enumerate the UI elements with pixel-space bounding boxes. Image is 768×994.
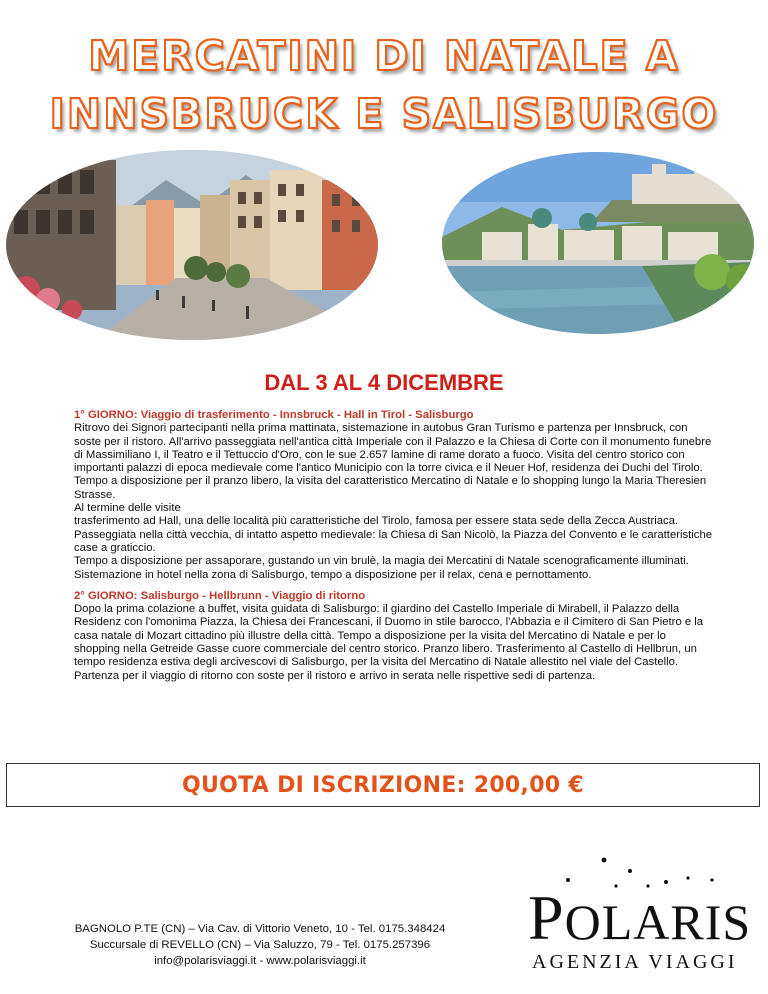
day-2-description	[74, 603, 714, 683]
contact-line-web[interactable]: info@polarisviaggi.it - www.polarisviaggi.it	[154, 955, 366, 967]
day-1-heading: 1° GIORNO: Viaggio di trasferimento - Innsbruck - Hall in Tirol - Salisburgo	[74, 409, 474, 421]
day-1-description	[74, 422, 714, 582]
day-2-heading: 2° GIORNO: Salisburgo - Hellbrunn - Viaggio di ritorno	[74, 589, 366, 602]
logo-wordmark	[528, 882, 752, 953]
price-text: QUOTA DI ISCRIZIONE: 200,00 €	[182, 772, 584, 798]
page-title-line-1: MERCATINI DI NATALE A	[88, 32, 680, 80]
travel-dates: DAL 3 AL 4 DICEMBRE	[264, 370, 504, 395]
polaris-logo	[518, 846, 758, 976]
price-box	[6, 763, 760, 807]
contact-line-branch: Succursale di REVELLO (CN) – Via Saluzzo, 79 - Tel. 0175.257396	[89, 939, 431, 951]
day-1-paragraph: Ritrovo dei Signori partecipanti nella prima mattinata, sistemazione in autobus Gran Turismo e partenza per Innsbruck, con soste per il ristoro. All'arrivo passeggiata nell'antica città Imperiale con il Palazzo e la Chiesa di Corte con il monumento funebre di Massimiliano I, il Teatro e il Tettuccio d'Oro, con le sue 2.657 lamine di rame dorato a fuoco. Visita del centro storico con importanti palazzi di epoca medievale come l'antico Municipio con la torre civica e il Neuer Hof, residenza dei Duchi del Tirolo. Tempo a disposizione per il pranzo libero, la visita del caratteristico Mercatino di Natale e lo shopping lungo la Maria Theresien Strasse.	[74, 422, 712, 501]
day-1-paragraph: Al termine delle visite	[74, 502, 181, 515]
itinerary	[74, 409, 714, 683]
logo-rest: OLARIS	[564, 894, 752, 950]
innsbruck-street-photo	[6, 150, 378, 340]
day-1-paragraph: trasferimento ad Hall, una delle località più caratteristiche del Tirolo, famosa per essere stata sede della Zecca Austriaca. Passeggiata nella città vecchia, di intatto aspetto medievale: la Chiesa di San Nicolò, la Piazza del Convento e le caratteristiche case a graticcio.	[74, 515, 713, 554]
day-2-paragraph: Dopo la prima colazione a buffet, visita guidata di Salisburgo: il giardino del Castello Imperiale di Mirabell, il Palazzo della Residenz con l'omonima Piazza, la Chiesa dei Francescani, il Duomo in stile barocco, l'Abbazia e il Cimitero di San Pietro e la casa natale di Mozart cittadino più illustre della città. Tempo a disposizione per la visita del Mercatino di Natale e per lo shopping nella Getreide Gasse cuore commerciale del centro storico. Pranzo libero. Trasferimento al Castello di Hellbrun, un tempo residenza estiva degli arcivescovi di Salisburgo, per la visita del Mercatino di Natale allestito nel viale del Castello. Partenza per il viaggio di ritorno con soste per il ristoro e arrivo in serata nelle rispettive sedi di partenza.	[74, 603, 704, 682]
salzburg-river-photo	[442, 152, 754, 334]
contact-line-main-office: BAGNOLO P.TE (CN) – Via Cav. di Vittorio Veneto, 10 - Tel. 0175.348424	[74, 923, 446, 935]
agency-contacts	[30, 921, 490, 969]
logo-subtitle: AGENZIA VIAGGI	[532, 951, 738, 973]
page-title-line-2: INNSBRUCK E SALISBURGO	[49, 90, 719, 138]
day-1-paragraph: Tempo a disposizione per assaporare, gustando un vin brulè, la magia dei Mercatini di Natale scenograficamente illuminati. Sistemazione in hotel nella zona di Salisburgo, tempo a disposizione per il relax, cena e pernottamento.	[74, 555, 689, 581]
logo-initial: P	[528, 882, 565, 953]
